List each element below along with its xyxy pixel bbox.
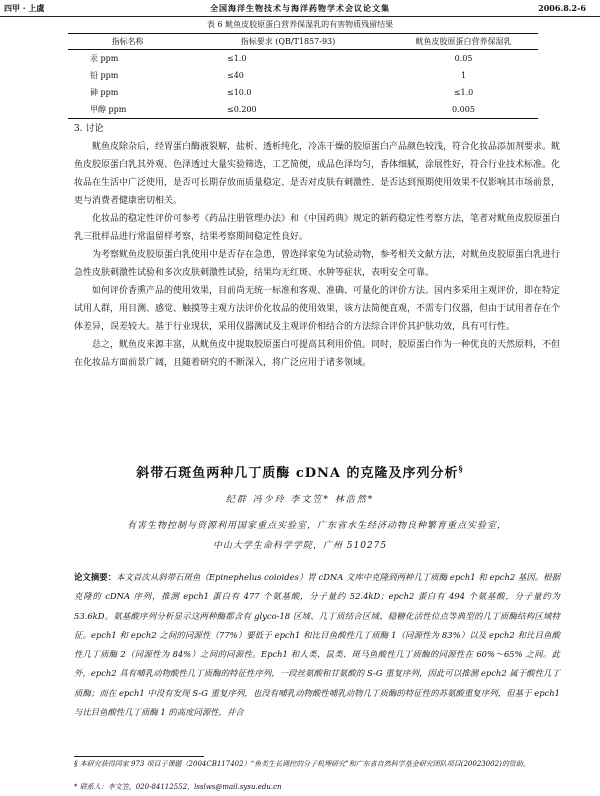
residue-table: [68, 33, 538, 119]
table-cell: 砷 ppm: [90, 88, 119, 97]
paragraph: 鱿鱼皮除杂后，经胃蛋白酶液裂解，盐析、透析纯化，冷冻干燥的胶原蛋白产品颜色较浅，符合化妆品添加剂要求。鱿鱼皮胶原蛋白乳其外观、色泽透过大量实验筛选，工艺简便，成品色泽均匀，香体细腻，涂展性好，符合行业技术标准。化妆品在生活中广泛使用，是否可长期存放而质量稳定、是否对皮肤有刺激性、是否达到预期使用效果不仅影响其市场前景，更与消费者健康密切相关。: [74, 142, 561, 206]
paragraph: 为考察鱿鱼皮胶原蛋白乳使用中是否存在急患，曾选择家兔为试验动物，参考相关文献方法，对鱿鱼皮胶原蛋白乳进行急性皮肤刺激性试验和多次皮肤刺激性试验，结果均无红斑、水肿等症状，表明安全可靠。: [74, 250, 561, 278]
table-cell: 汞 ppm: [90, 54, 119, 63]
affiliation-line-1: 有害生物控制与资源利用国家重点实验室，广东省水生经济动物良种繁育重点实验室，: [126, 521, 507, 531]
table-header-cell: 指标名称: [68, 34, 187, 50]
table-header-row: [68, 34, 538, 50]
table-cell: 1: [460, 71, 467, 80]
running-header: [0, 2, 600, 17]
table-cell: 甲醇 ppm: [68, 101, 187, 119]
table-header-cell: 鱿鱼皮胶原蛋白营养保湿乳: [389, 34, 538, 50]
section-heading: 3. 讨论: [74, 124, 104, 134]
table-cell: ≤0.200: [187, 101, 389, 119]
table-row: [68, 67, 538, 84]
table-cell: 0.05: [454, 54, 473, 63]
table-cell: ≤10.0: [227, 88, 252, 97]
paragraph: 总之，鱿鱼皮来源丰富，从鱿鱼皮中提取胶原蛋白可提高其利用价值。同时，胶原蛋白作为一种优良的天然原料，不但在化妆品方面前景广阔，且随着研究的不断深入，将广泛应用于诸多领域。: [74, 340, 561, 368]
paragraph: 如何评价香熏产品的使用效果，目前尚无统一标准和客观、准确、可量化的评价方法。国内多采用主观评价，即在特定试用人群，用目测、感觉、触摸等主观方法评价化妆品的使用效果，该方法简便直观，不需专门仪器，但由于试用者存在个体差异，误差较大。基于行业现状，采用仪器测试及主观评价相结合的方法综合评价其护肤功效，具有可行性。: [74, 286, 561, 332]
discussion-body: [74, 138, 560, 372]
title-footnote-mark: §: [458, 463, 464, 474]
footnote-divider: [74, 756, 204, 757]
author-list: 纪群 冯少玲 李文笠* 林浩然*: [225, 495, 375, 505]
table-row: [68, 101, 538, 119]
table-cell: ≤40: [227, 71, 244, 80]
table-header-cell: 指标要求 (QB/T1857-93): [187, 34, 389, 50]
abstract-text: 本文首次从斜带石斑鱼（Epinephelus coioides）胃 cDNA 文库中克隆到两种几丁质酶 epch1 和 epch2 基因。根据克隆的 cDNA 序列，推测 epch1 蛋白有 477 个氨基酸，分子量约 52.4kD；epch2 蛋白有 494 个氨基酸，分子量约为 53.6kD。氨基酸序列分析显示这两种酶都含有 glyco-18 区域、几丁质结合区域、稳糖化活性位点等典型的几丁质酶结构区域特征。epch1 和 epch2 之间的同源性（77%）要低于 epch1 和比目鱼酸性几丁质酶 1（同源性为 83%）以及 epch2 和比目鱼酸性几丁质酶 2（同源性为 84%）之间的同源性。Epch1 和人类、鼠类、斑马鱼酸性几丁质酶的同源性在 60%～65% 之间。此外，epch2 具有哺乳动物酸性几丁质酶的特征性序列，一段丝氨酸和甘氨酸的 S-G 重复序列，因此可以推测 epch2 属于酸性几丁质酶；而在 epch1 中没有发现 S-G 重复序列，也没有哺乳动物酸性哺乳动物几丁质酶的特征性的苏氨酸重复序列，但基于 epch1 与比目鱼酸性几丁质酶 1 的高度同源性，并合: [74, 572, 560, 718]
abstract: [74, 568, 560, 722]
paragraph: 化妆品的稳定性评价可参考《药品注册管理办法》和《中国药典》规定的新药稳定性考察方法，笔者对鱿鱼皮胶原蛋白乳三批样品进行常温留样考察，结果考察期间稳定性良好。: [74, 214, 561, 242]
footnote-contact: * 联系人：李文笠，020-84112552，lsslws@mail.sysu.edu.cn: [74, 783, 282, 791]
table-row: [68, 84, 538, 101]
table-row: [68, 50, 538, 68]
abstract-label: 论文摘要：: [74, 572, 117, 582]
table-cell: ≤1.0: [227, 54, 247, 63]
table-cell: 0.005: [389, 101, 538, 119]
table-caption: 表 6 鱿鱼皮胶原蛋白营养保湿乳的有害物质残留结果: [206, 20, 394, 29]
header-date: 2006.8.2-6: [538, 3, 586, 13]
article-title-text: 斜带石斑鱼两种几丁质酶 cDNA 的克隆及序列分析: [136, 466, 459, 481]
header-left: 四甲 · 上虞: [4, 3, 45, 13]
article-title: [0, 462, 600, 481]
footnote-funding: § 本研究获得国家 973 项目子课题（2004CB117402）“鱼类生长调控的分子机理研究”和广东省自然科学基金研究团队项目(20023002)的资助。: [74, 760, 530, 768]
table-cell: ≤1.0: [453, 88, 474, 97]
affiliation-line-2: 中山大学生命科学学院，广州 510275: [212, 541, 388, 551]
header-center: 全国海洋生物技术与海洋药物学术会议论文集: [210, 3, 390, 13]
table-cell: 铅 ppm: [90, 71, 119, 80]
